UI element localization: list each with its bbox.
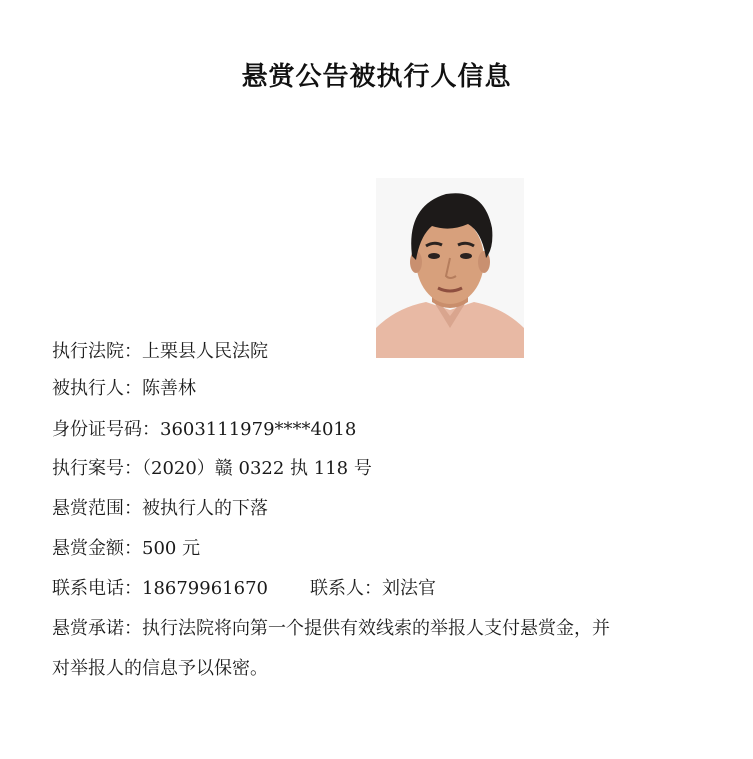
field-case-number-label: 执行案号： — [52, 458, 142, 479]
field-scope — [52, 495, 268, 523]
field-amount — [52, 535, 200, 563]
field-amount-label: 悬赏金额： — [52, 538, 142, 559]
field-promise-continued — [52, 655, 268, 683]
field-id-number-label: 身份证号码： — [52, 419, 160, 440]
person-photo — [376, 178, 524, 358]
field-person-label: 被执行人： — [52, 378, 142, 399]
person-photo-image — [376, 178, 524, 358]
field-contact-value: 刘法官 — [381, 578, 436, 599]
field-person-value: 陈善林 — [142, 378, 196, 399]
field-scope-label: 悬赏范围： — [52, 498, 142, 519]
page-title: 悬赏公告被执行人信息 — [241, 62, 512, 92]
field-court-label: 执行法院： — [52, 341, 142, 362]
field-case-number-value: （2020）赣 0322 执 118 号 — [142, 458, 372, 479]
field-scope-value: 被执行人的下落 — [142, 498, 268, 519]
field-phone-value: 18679961670 — [142, 578, 268, 599]
field-phone-contact — [52, 575, 436, 603]
field-court-value: 上栗县人民法院 — [142, 341, 268, 362]
field-contact-label: 联系人： — [309, 578, 382, 599]
field-promise — [52, 615, 610, 643]
field-id-number-value: 3603111979****4018 — [160, 419, 357, 440]
field-id-number — [52, 416, 356, 444]
field-phone-label: 联系电话： — [52, 578, 142, 599]
field-promise-line2: 对举报人的信息予以保密。 — [52, 658, 268, 679]
field-case-number — [52, 455, 372, 483]
field-court — [52, 338, 268, 366]
field-person — [52, 375, 196, 403]
field-promise-label: 悬赏承诺： — [52, 618, 142, 639]
field-amount-value: 500 元 — [142, 538, 201, 559]
field-promise-line1: 执行法院将向第一个提供有效线索的举报人支付悬赏金，并 — [142, 618, 610, 639]
